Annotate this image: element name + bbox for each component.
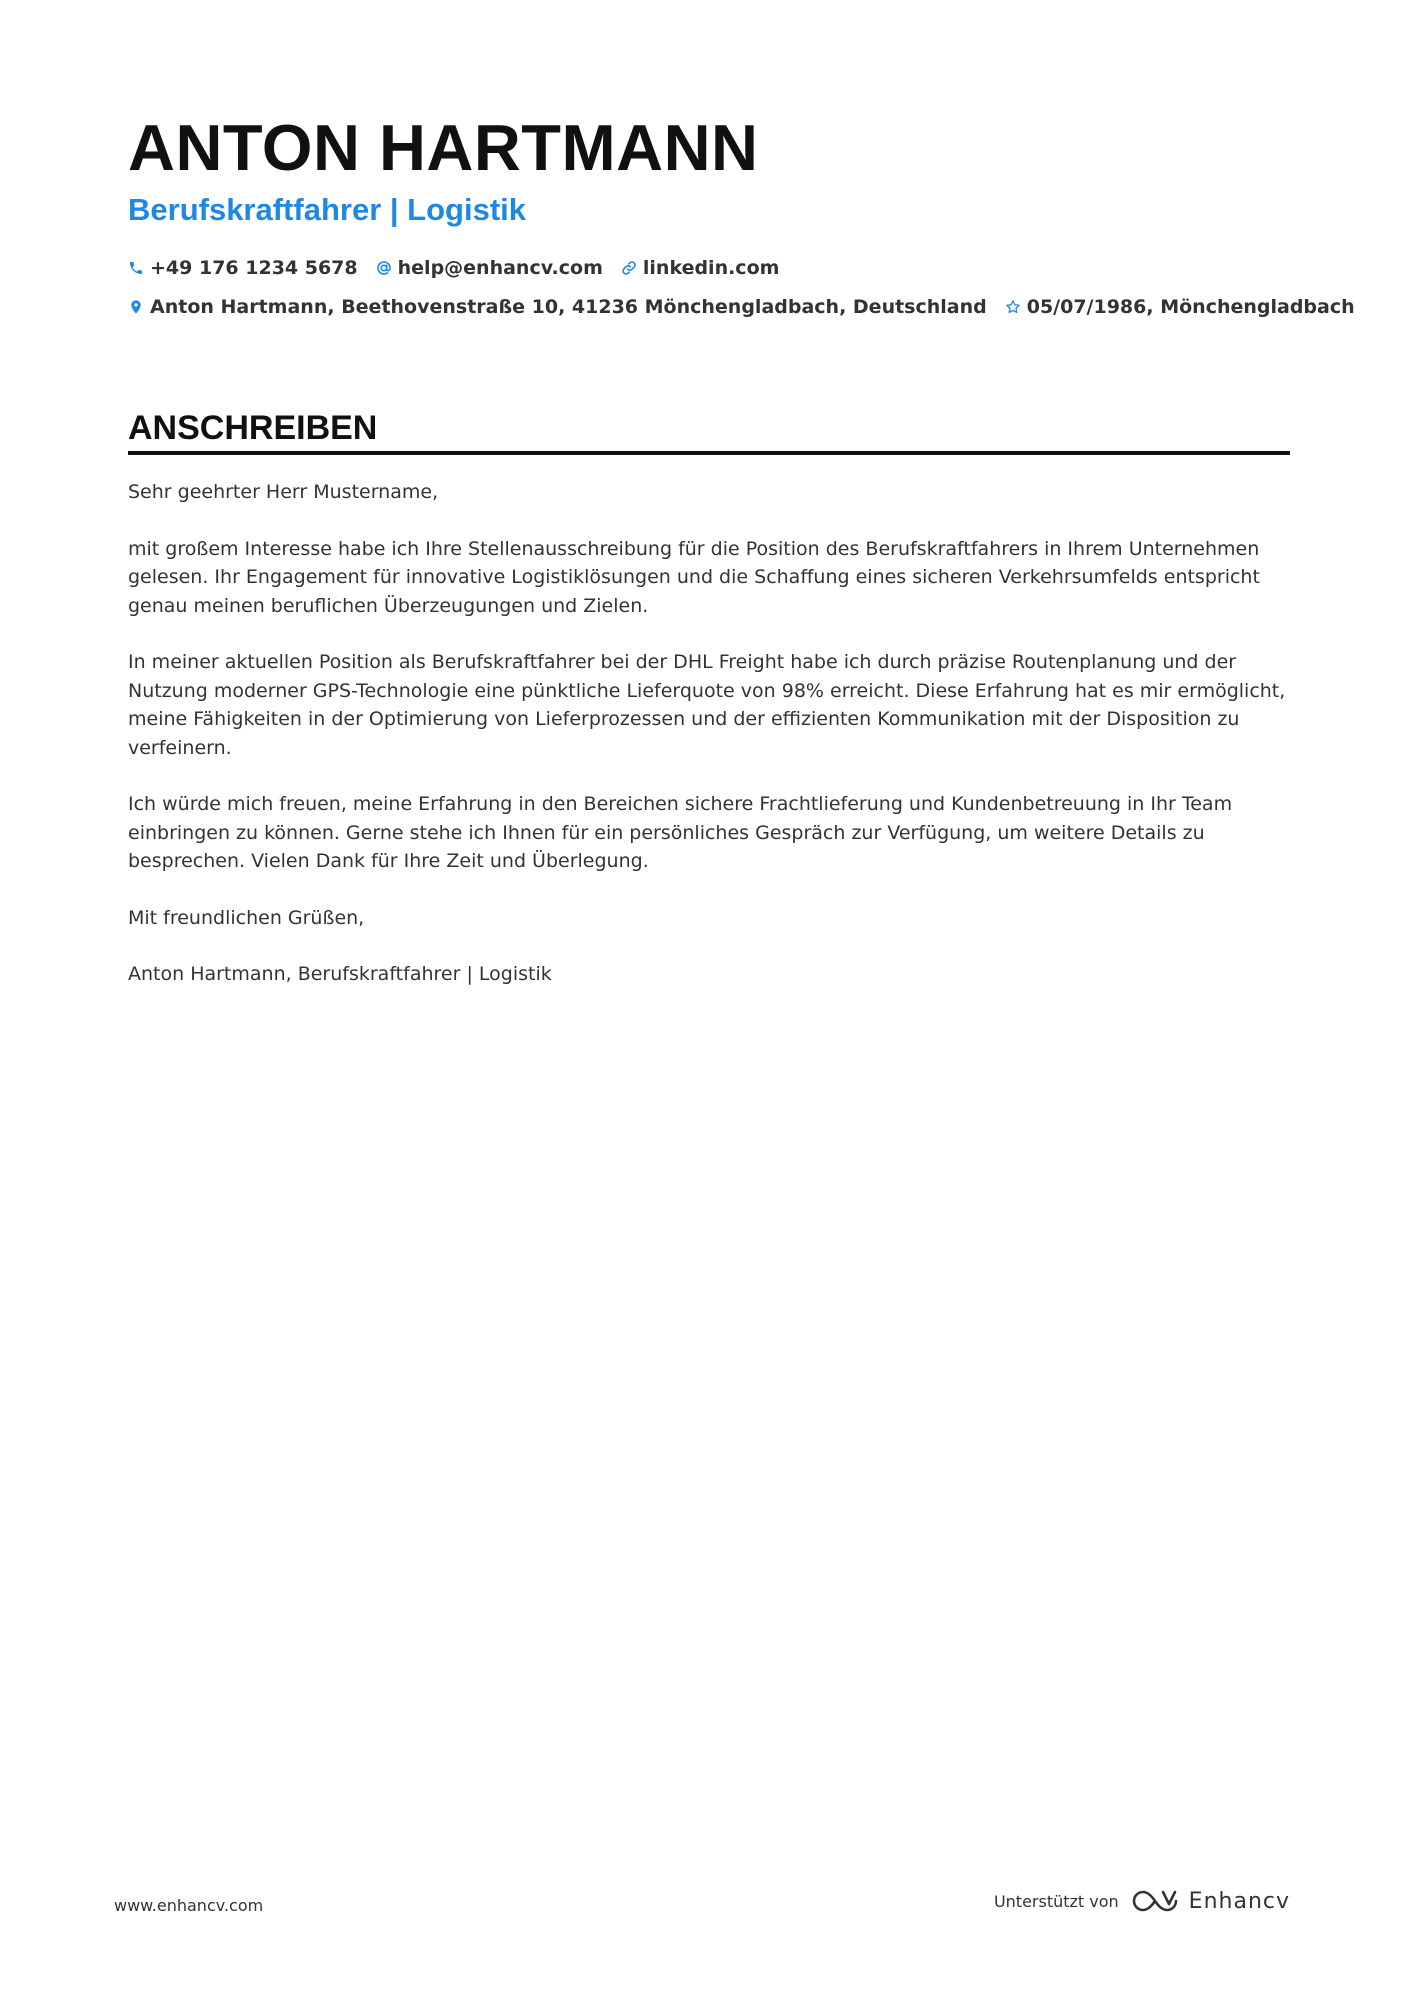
- link-icon: [621, 260, 637, 276]
- phone-text: +49 176 1234 5678: [150, 257, 358, 279]
- birth-text: 05/07/1986, Mönchengladbach: [1026, 296, 1355, 318]
- contact-row-1: [128, 254, 797, 282]
- linkedin-text: linkedin.com: [642, 257, 780, 279]
- letter-paragraph-3: Ich würde mich freuen, meine Erfahrung in den Bereichen sichere Frachtlieferung und Kundenbetreuung in Ihr Team einbringen zu können. Gerne stehe ich Ihnen für ein persönliches Gespräch zur Verfügung, um weitere Details zu besprechen. Vielen Dank für Ihre Zeit und Überlegung.: [128, 793, 1233, 872]
- job-title: Berufskraftfahrer | Logistik: [128, 192, 526, 227]
- powered-by-label: Unterstützt von: [993, 1891, 1119, 1911]
- location-pin-icon: [128, 299, 144, 315]
- applicant-name: ANTON HARTMANN: [128, 111, 759, 184]
- enhancv-logo-icon: [1131, 1888, 1179, 1914]
- contact-email[interactable]: [376, 254, 603, 282]
- contact-birth: [1005, 293, 1355, 321]
- section-title-anschreiben: ANSCHREIBEN: [128, 407, 1290, 455]
- letter-paragraph-1: mit großem Interesse habe ich Ihre Stellenausschreibung für die Position des Berufskraftfahrers in Ihrem Unternehmen gelesen. Ihr Engagement für innovative Logistiklösungen und die Schaffung eines sicheren Verkehrsumfelds entspricht genau meinen beruflichen Überzeugungen und Zielen.: [128, 537, 1260, 617]
- letter-body: [128, 478, 1290, 1017]
- letter-paragraph-2: In meiner aktuellen Position als Berufskraftfahrer bei der DHL Freight habe ich durch präzise Routenplanung und der Nutzung moderner GPS-Technologie eine pünktliche Lieferquote von 98% erreicht. Diese Erfahrung hat es mir ermöglicht, meine Fähigkeiten in der Optimierung von Lieferprozessen und der effizienten Kommunikation mit der Disposition zu verfeinern.: [128, 651, 1286, 759]
- letter-closing: Mit freundlichen Grüßen,: [128, 906, 365, 929]
- phone-icon: [128, 260, 144, 276]
- address-text: Anton Hartmann, Beethovenstraße 10, 41236 Mönchengladbach, Deutschland: [150, 296, 987, 318]
- star-icon: [1005, 299, 1021, 315]
- at-icon: [376, 260, 392, 276]
- footer-website-link[interactable]: www.enhancv.com: [114, 1896, 264, 1915]
- letter-signature: Anton Hartmann, Berufskraftfahrer | Logistik: [128, 963, 552, 985]
- enhancv-brand-name: Enhancv: [1188, 1888, 1290, 1914]
- letter-salutation: Sehr geehrter Herr Mustername,: [128, 481, 439, 503]
- email-text: help@enhancv.com: [397, 257, 603, 279]
- contact-linkedin[interactable]: [621, 254, 780, 282]
- contact-row-2: [128, 293, 1373, 321]
- contact-phone[interactable]: [128, 254, 358, 282]
- contact-address: [128, 293, 987, 321]
- footer-branding: [994, 1888, 1290, 1914]
